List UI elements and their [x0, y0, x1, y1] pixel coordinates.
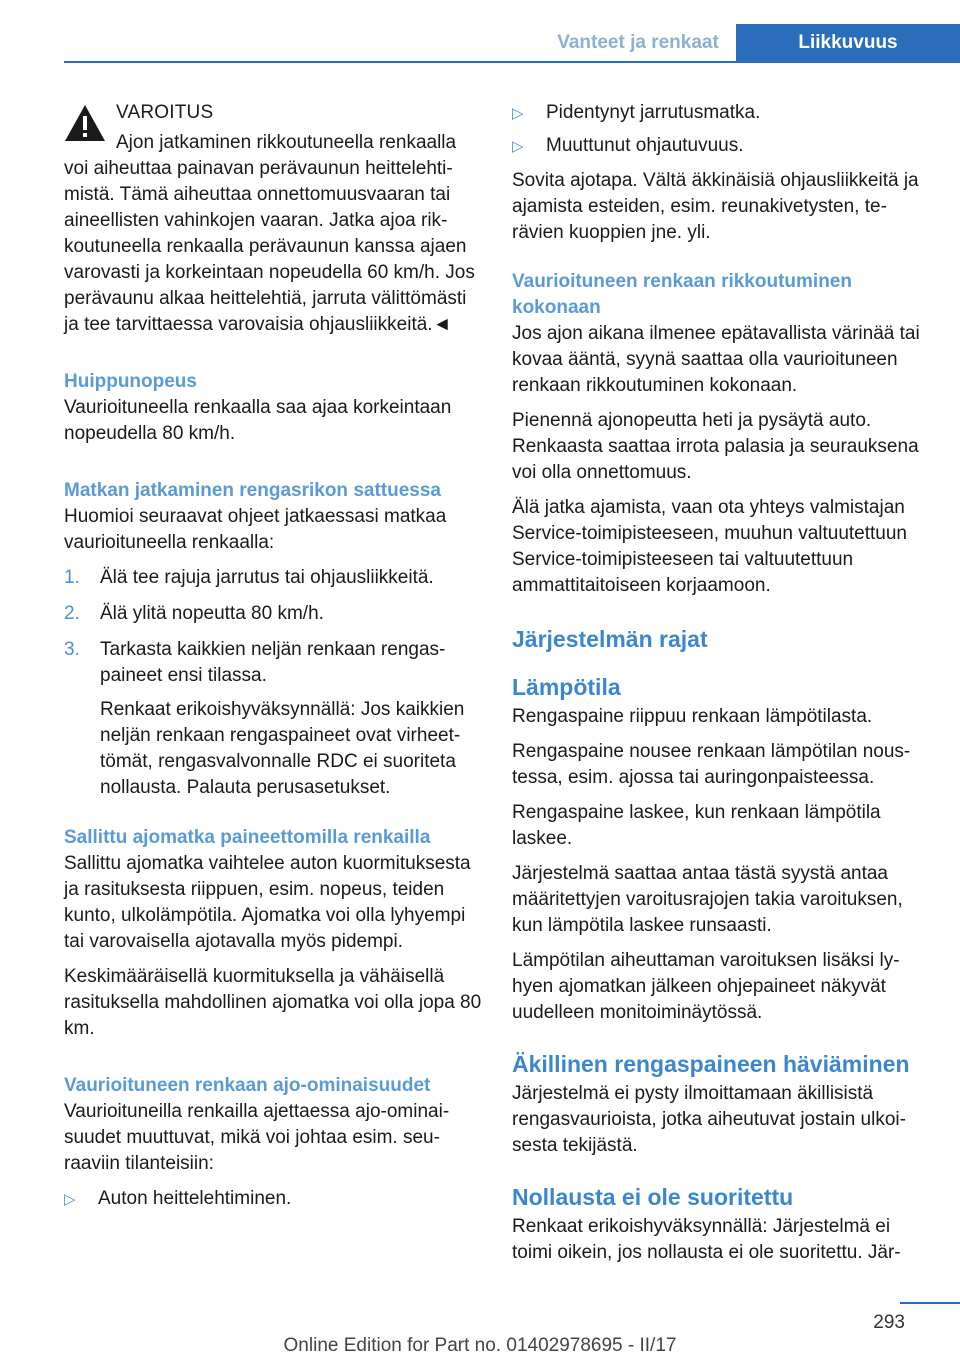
range-paragraph: Sallittu ajomatka vaihtelee auton kuormituksesta ja rasituksesta riippuen, esim. nopeus, teiden kunto, ulkolämpötila. Ajomatka voi olla lyhyempi tai varovaisella ajotavalla myös pidempi. — [64, 853, 471, 952]
continue-intro: Huomioi seuraavat ohjeet jatkaessasi matkaa vaurioituneella renkaalla: — [64, 506, 447, 553]
no-reset-heading: Nollausta ei ole suoritettu — [512, 1184, 794, 1210]
bullet-text: Auton heittelehtiminen. — [98, 1188, 292, 1209]
temperature-paragraph: Järjestelmä saattaa antaa tästä syystä antaa määritettyjen varoitusrajojen takia varoituksen, kun lämpötila laskee runsaasti. — [512, 863, 903, 936]
header-divider — [64, 61, 960, 63]
list-item — [64, 637, 482, 801]
temperature-paragraph: Rengaspaine riippuu renkaan lämpötilasta. — [512, 706, 873, 727]
step-text: Tarkasta kaikkien neljän renkaan rengaspaineet ensi tilassa. — [100, 639, 446, 686]
failure-paragraph: Pienennä ajonopeutta heti ja pysäytä auto. Renkaasta saattaa irrota palasia ja seurauksena voi olla onnettomuus. — [512, 410, 919, 483]
bullet-text: Pidentynyt jarrutusmatka. — [546, 102, 761, 123]
step-text: Älä tee rajuja jarrutus tai ohjausliikkeitä. — [100, 567, 434, 588]
temperature-paragraph: Rengaspaine nousee renkaan lämpötilan noustessa, esim. ajossa tai auringonpaisteessa. — [512, 741, 911, 788]
header-chapter-tab: Liikkuvuus — [736, 24, 960, 62]
step-number: 2. — [64, 603, 80, 624]
temperature-heading: Lämpötila — [512, 674, 621, 700]
list-item — [64, 601, 482, 627]
top-speed-heading: Huippunopeus — [64, 371, 197, 392]
range-paragraph: Keskimääräisellä kuormituksella ja vähäisellä rasituksella mahdollinen ajomatka voi olla jopa 80 km. — [64, 966, 482, 1039]
no-reset-paragraph: Renkaat erikoishyväksynnällä: Järjestelmä ei toimi oikein, jos nollausta ei ole suoritettu. Jär- — [512, 1216, 901, 1263]
continue-heading: Matkan jatkaminen rengasrikon sattuessa — [64, 480, 441, 501]
top-speed-text: Vaurioituneella renkaalla saa ajaa korkeintaan nopeudella 80 km/h. — [64, 397, 452, 444]
temperature-paragraph: Rengaspaine laskee, kun renkaan lämpötila laskee. — [512, 802, 881, 849]
limits-heading: Järjestelmän rajat — [512, 626, 708, 652]
step-number: 3. — [64, 639, 80, 660]
edition-footer: Online Edition for Part no. 01402978695 - II/17 — [283, 1335, 677, 1356]
range-heading: Sallittu ajomatka paineettomilla renkailla — [64, 827, 431, 848]
triangle-bullet-icon: ▷ — [512, 138, 524, 155]
list-item — [512, 133, 930, 159]
page-number: 293 — [873, 1312, 905, 1333]
handling-intro: Vaurioituneilla renkailla ajettaessa ajo-ominaisuudet muuttuvat, mikä voi johtaa esim. seuraaviin tilanteisiin: — [64, 1101, 450, 1174]
sudden-loss-heading: Äkillinen rengaspaineen häviäminen — [512, 1051, 910, 1077]
warning-box — [64, 100, 482, 338]
step-number: 1. — [64, 567, 80, 588]
warning-text: voi aiheuttaa painavan perävaunun heittelehtimistä. Tämä aiheuttaa onnettomuusvaaran tai aineellisten vahinkojen vaaran. Jatka ajoa rikkoutuneella renkaalla perävaunun kanssa ajaen varovasti ja korkeintaan nopeudella 60 km/h. Jos perävaunu alkaa heittelehtiä, jarruta välittömästi ja tee tarvittaessa varovaisia ohjausliikkeitä.◄ — [64, 158, 475, 335]
failure-paragraph: Jos ajon aikana ilmenee epätavallista värinää tai kovaa ääntä, syynä saattaa olla vaurioituneen renkaan rikkoutuminen kokonaan. — [512, 323, 920, 396]
footer-divider — [900, 1302, 960, 1304]
left-column — [64, 100, 482, 1221]
triangle-bullet-icon: ▷ — [64, 1191, 76, 1208]
list-item — [64, 1186, 482, 1212]
warning-triangle-icon — [64, 104, 106, 142]
step-text: Älä ylitä nopeutta 80 km/h. — [100, 603, 324, 624]
handling-heading: Vaurioituneen renkaan ajo-ominaisuudet — [64, 1075, 431, 1096]
triangle-bullet-icon: ▷ — [512, 105, 524, 122]
warning-title: VAROITUS — [116, 102, 214, 123]
handling-list — [64, 1186, 482, 1212]
continue-steps — [64, 565, 482, 801]
bullet-text: Muuttunut ohjautuvuus. — [546, 135, 744, 156]
right-column — [512, 100, 930, 1275]
warning-first-line: Ajon jatkaminen rikkoutuneella renkaalla — [116, 132, 457, 153]
failure-paragraph: Älä jatka ajamista, vaan ota yhteys valmistajan Service-toimipisteeseen, muuhun valtuutettuun Service-toimipisteeseen tai valtuutettuun ammattitaitoiseen korjaamoon. — [512, 497, 908, 596]
step-note: Renkaat erikoishyväksynnällä: Jos kaikkien neljän renkaan rengaspaineet ovat virheettömät, rengasvalvonnalle RDC ei suoriteta nollausta. Palauta perusasetukset. — [100, 699, 465, 798]
temperature-paragraph: Lämpötilan aiheuttaman varoituksen lisäksi lyhyen ajomatkan jälkeen ohjepaineet näkyvät uudelleen monitoiminäytössä. — [512, 950, 900, 1023]
complete-failure-heading: Vaurioituneen renkaan rikkoutuminen kokonaan — [512, 271, 852, 318]
page-header — [0, 24, 960, 62]
sudden-loss-paragraph: Järjestelmä ei pysty ilmoittamaan äkillisistä rengasvaurioista, jotka aiheutuvat jostain ulkoisesta tekijästä. — [512, 1083, 906, 1156]
handling-list-continued — [512, 100, 930, 159]
list-item — [512, 100, 930, 126]
advice-text: Sovita ajotapa. Vältä äkkinäisiä ohjausliikkeitä ja ajamista esteiden, esim. reunakivetysten, terävien kuoppien jne. yli. — [512, 170, 919, 243]
header-section-title: Vanteet ja renkaat — [557, 32, 719, 53]
list-item — [64, 565, 482, 591]
